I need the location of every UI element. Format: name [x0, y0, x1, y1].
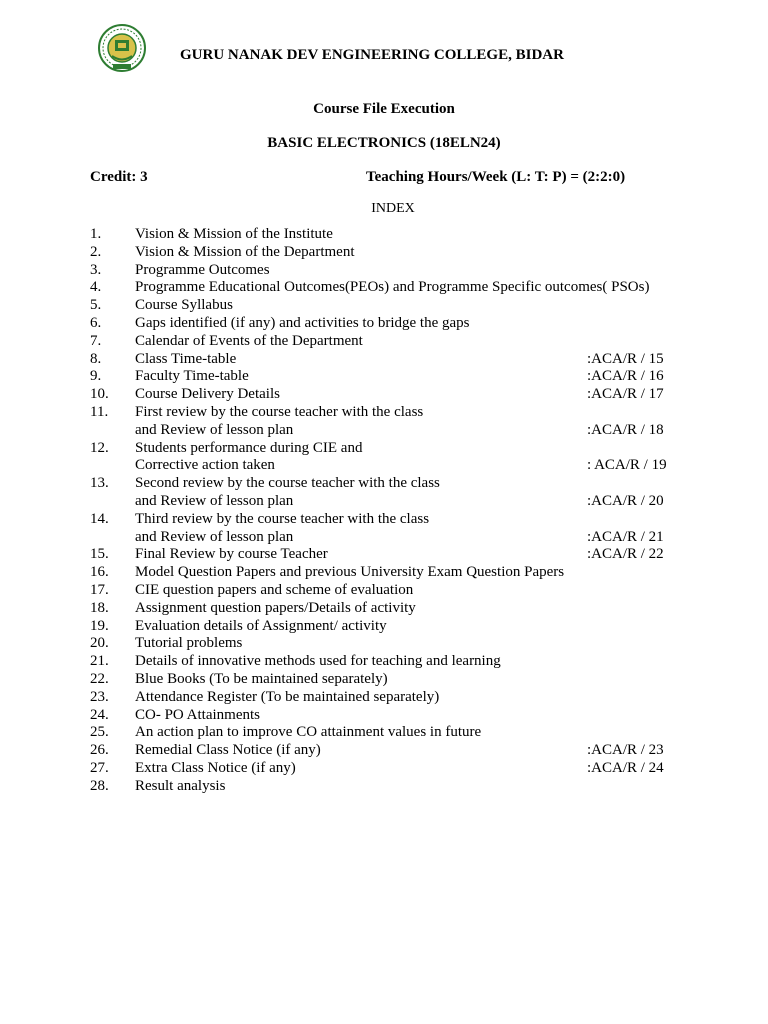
index-item-line [90, 760, 690, 778]
index-list [90, 226, 690, 796]
index-item-text: Remedial Class Notice (if any) [135, 742, 321, 759]
index-item [90, 297, 690, 315]
college-logo-icon [97, 23, 147, 73]
index-item-line [90, 689, 690, 707]
index-item [90, 315, 690, 333]
index-item-text: and Review of lesson plan [135, 528, 294, 545]
index-item-number: 13. [90, 475, 109, 492]
index-item-line [90, 529, 690, 547]
index-item-line [90, 582, 690, 600]
index-item [90, 262, 690, 280]
teaching-hours-label: Teaching Hours/Week (L: T: P) = (2:2:0) [366, 169, 626, 185]
index-item-text: Course Syllabus [135, 297, 233, 314]
index-item [90, 404, 690, 440]
index-item-line [90, 600, 690, 618]
document-title: Course File Execution [313, 101, 455, 117]
index-item [90, 582, 690, 600]
index-item-line [90, 457, 690, 475]
index-item-number: 25. [90, 724, 109, 741]
index-item-text: Programme Outcomes [135, 261, 270, 278]
index-item-text: Class Time-table [135, 350, 237, 367]
index-item [90, 760, 690, 778]
index-item-line [90, 333, 690, 351]
index-item [90, 333, 690, 351]
index-item [90, 600, 690, 618]
index-item-line [90, 440, 690, 458]
index-item-reference: :ACA/R / 18 [587, 421, 664, 438]
index-item-line [90, 493, 690, 511]
index-item-text: Vision & Mission of the Institute [135, 226, 333, 242]
index-item [90, 742, 690, 760]
index-item-text: Gaps identified (if any) and activities to bridge the gaps [135, 314, 470, 331]
index-item-text: CIE question papers and scheme of evaluation [135, 581, 414, 598]
index-item-number: 1. [90, 226, 102, 242]
index-item-text: Blue Books (To be maintained separately) [135, 670, 388, 687]
index-item-line [90, 707, 690, 725]
index-item-line [90, 244, 690, 262]
index-item [90, 689, 690, 707]
index-item-reference: :ACA/R / 21 [587, 528, 664, 545]
index-item-text: Assignment question papers/Details of activity [135, 599, 416, 616]
index-item-text: Students performance during CIE and [135, 439, 363, 456]
index-item-number: 7. [90, 332, 102, 349]
index-item-number: 15. [90, 546, 109, 563]
index-item-number: 28. [90, 777, 109, 794]
index-item [90, 724, 690, 742]
index-item-line [90, 475, 690, 493]
index-item-number: 22. [90, 670, 109, 687]
index-item-line [90, 386, 690, 404]
index-item-number: 8. [90, 350, 102, 367]
index-item-text: Calendar of Events of the Department [135, 332, 363, 349]
index-item [90, 368, 690, 386]
index-item-line [90, 778, 690, 796]
index-item-number: 11. [90, 403, 109, 420]
index-item-number: 20. [90, 635, 109, 652]
index-item-text: Third review by the course teacher with the class [135, 510, 430, 527]
index-item-line [90, 671, 690, 689]
index-item [90, 226, 690, 244]
index-item-number: 16. [90, 564, 109, 581]
index-item-number: 12. [90, 439, 109, 456]
index-item-reference: :ACA/R / 22 [587, 546, 664, 563]
index-item-reference: : ACA/R / 19 [587, 457, 667, 474]
index-item-number: 24. [90, 706, 109, 723]
index-item-number: 19. [90, 617, 109, 634]
index-item [90, 386, 690, 404]
index-item-text: and Review of lesson plan [135, 492, 294, 509]
index-item-line [90, 226, 690, 244]
index-item-number: 3. [90, 261, 102, 278]
index-item-number: 9. [90, 368, 102, 385]
index-item-number: 21. [90, 653, 109, 670]
index-item-reference: :ACA/R / 24 [587, 759, 664, 776]
index-item [90, 564, 690, 582]
index-item-line [90, 742, 690, 760]
index-item-text: and Review of lesson plan [135, 421, 294, 438]
index-item-text: Programme Educational Outcomes(PEOs) and Programme Specific outcomes( PSOs) [135, 279, 650, 296]
index-item-number: 26. [90, 742, 109, 759]
index-item-text: Extra Class Notice (if any) [135, 759, 296, 776]
index-item-line [90, 262, 690, 280]
index-item-text: Final Review by course Teacher [135, 546, 328, 563]
index-item [90, 671, 690, 689]
index-item-text: An action plan to improve CO attainment values in future [135, 724, 482, 741]
index-item [90, 244, 690, 262]
index-item-line [90, 618, 690, 636]
index-item-line [90, 368, 690, 386]
index-item [90, 618, 690, 636]
index-item-line [90, 279, 690, 297]
index-item-line [90, 724, 690, 742]
index-item-line [90, 351, 690, 369]
index-item [90, 440, 690, 476]
index-item-text: Model Question Papers and previous University Exam Question Papers [135, 564, 565, 581]
index-item [90, 653, 690, 671]
index-item-line [90, 653, 690, 671]
college-name: GURU NANAK DEV ENGINEERING COLLEGE, BIDAR [180, 47, 564, 63]
index-item-text: Details of innovative methods used for teaching and learning [135, 653, 501, 670]
index-item [90, 778, 690, 796]
index-item-line [90, 422, 690, 440]
index-item-reference: :ACA/R / 17 [587, 386, 664, 403]
index-item-number: 2. [90, 243, 102, 260]
index-item-number: 10. [90, 386, 109, 403]
index-item-text: Evaluation details of Assignment/ activity [135, 617, 387, 634]
index-item [90, 279, 690, 297]
index-item-number: 14. [90, 510, 109, 527]
index-item-line [90, 315, 690, 333]
index-item-line [90, 546, 690, 564]
index-item [90, 635, 690, 653]
index-item-line [90, 635, 690, 653]
index-item-number: 23. [90, 688, 109, 705]
index-item-line [90, 404, 690, 422]
index-item-text: Second review by the course teacher with the class [135, 475, 440, 492]
index-item-reference: :ACA/R / 23 [587, 742, 664, 759]
index-item-text: First review by the course teacher with the class [135, 403, 424, 420]
index-item [90, 351, 690, 369]
index-item-line [90, 564, 690, 582]
index-item-text: Tutorial problems [135, 635, 243, 652]
index-item-number: 27. [90, 759, 109, 776]
index-item-text: Corrective action taken [135, 457, 275, 474]
index-item [90, 546, 690, 564]
index-item-reference: :ACA/R / 15 [587, 350, 664, 367]
index-item-number: 4. [90, 279, 102, 296]
course-title: BASIC ELECTRONICS (18ELN24) [267, 135, 501, 151]
index-item [90, 511, 690, 547]
index-item-text: CO- PO Attainments [135, 706, 261, 723]
index-item [90, 475, 690, 511]
index-item-number: 6. [90, 314, 102, 331]
index-item-number: 18. [90, 599, 109, 616]
index-item-number: 5. [90, 297, 102, 314]
index-item-reference: :ACA/R / 20 [587, 492, 664, 509]
index-item [90, 707, 690, 725]
index-item-text: Course Delivery Details [135, 386, 280, 403]
index-item-number: 17. [90, 581, 109, 598]
index-item-text: Vision & Mission of the Department [135, 243, 355, 260]
index-item-text: Attendance Register (To be maintained separately) [135, 688, 440, 705]
credit-label: Credit: 3 [90, 169, 148, 185]
index-item-line [90, 297, 690, 315]
index-item-reference: :ACA/R / 16 [587, 368, 664, 385]
index-item-line [90, 511, 690, 529]
index-item-text: Result analysis [135, 777, 226, 794]
index-item-text: Faculty Time-table [135, 368, 249, 385]
index-heading: INDEX [371, 201, 415, 216]
